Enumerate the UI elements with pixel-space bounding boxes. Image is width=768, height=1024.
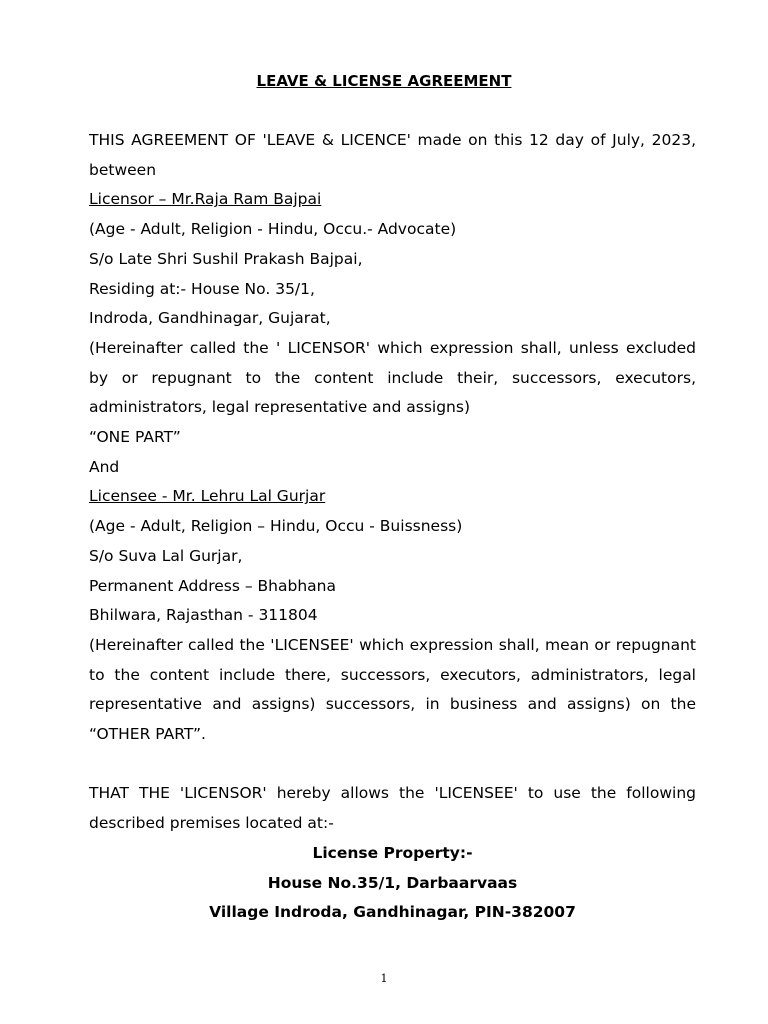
intro-paragraph: THIS AGREEMENT OF 'LEAVE & LICENCE' made on this 12 day of July, 2023, between — [89, 131, 696, 179]
page-number: 1 — [380, 972, 388, 985]
licensor-clause: (Hereinafter called the ' LICENSOR' which expression shall, unless excluded by or repugnant to the content include their, successors, executors, administrators, legal representative and assigns) — [89, 338, 696, 417]
licensee-clause: (Hereinafter called the 'LICENSEE' which expression shall, mean or repugnant to the content include there, successors, executors, administrators, legal representative and assigns) successors, in business and assigns) on the “OTHER PART”. — [89, 635, 696, 744]
licensor-residing: Residing at:- House No. 35/1, — [89, 279, 315, 298]
licensor-city: Indroda, Gandhinagar, Gujarat, — [89, 309, 331, 328]
licensor-details: (Age - Adult, Religion - Hindu, Occu.- Advocate) — [89, 220, 457, 239]
licensee-address: Permanent Address – Bhabhana — [89, 576, 336, 595]
allows-paragraph: THAT THE 'LICENSOR' hereby allows the 'LICENSEE' to use the following described premises located at:- — [89, 784, 696, 833]
one-part-label: “ONE PART” — [89, 428, 181, 447]
licensee-details: (Age - Adult, Religion – Hindu, Occu - Buissness) — [89, 517, 463, 536]
property-heading: License Property:- — [312, 843, 473, 862]
property-village: Village Indroda, Gandhinagar, PIN-382007 — [209, 903, 576, 922]
licensee-parent: S/o Suva Lal Gurjar, — [89, 546, 243, 565]
licensor-parent: S/o Late Shri Sushil Prakash Bajpai, — [89, 249, 363, 268]
document-title: LEAVE & LICENSE AGREEMENT — [256, 72, 512, 90]
paragraph-spacer — [89, 750, 696, 780]
licensee-city: Bhilwara, Rajasthan - 311804 — [89, 606, 318, 625]
document-body — [89, 126, 696, 928]
and-label: And — [89, 457, 120, 476]
licensor-heading: Licensor – Mr.Raja Ram Bajpai — [89, 190, 322, 209]
property-house: House No.35/1, Darbaarvaas — [267, 873, 518, 892]
licensee-heading: Licensee - Mr. Lehru Lal Gurjar — [89, 487, 326, 506]
